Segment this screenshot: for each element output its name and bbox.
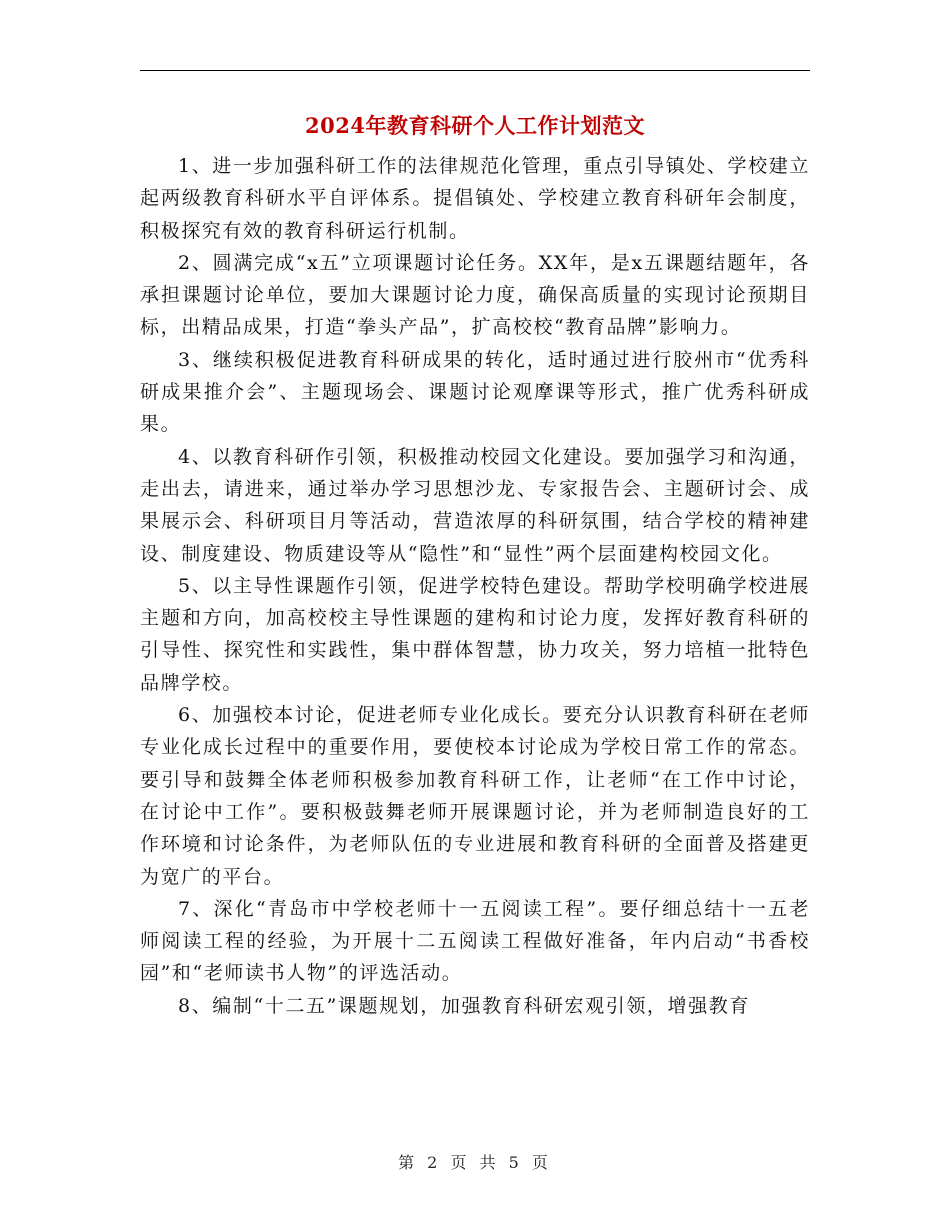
document-body (140, 150, 810, 1022)
paragraph-3: 3、继续积极促进教育科研成果的转化，适时通过进行胶州市“优秀科研成果推介会”、主题现场会、课题讨论观摩课等形式，推广优秀科研成果。 (140, 348, 810, 436)
paragraph-7: 7、深化“青岛市中学校老师十一五阅读工程”。要仔细总结十一五老师阅读工程的经验，为开展十二五阅读工程做好准备，年内启动“书香校园”和“老师读书人物”的评选活动。 (140, 897, 810, 985)
paragraph-6: 6、加强校本讨论，促进老师专业化成长。要充分认识教育科研在老师专业化成长过程中的重要作用，要使校本讨论成为学校日常工作的常态。要引导和鼓舞全体老师积极参加教育科研工作，让老师“在工作中讨论，在讨论中工作”。要积极鼓舞老师开展课题讨论，并为老师制造良好的工作环境和讨论条件，为老师队伍的专业进展和教育科研的全面普及搭建更为宽广的平台。 (140, 704, 810, 888)
page-footer: 第 2 页 共 5 页 (398, 1153, 552, 1172)
document-title: 2024年教育科研个人工作计划范文 (305, 113, 645, 138)
paragraph-8: 8、编制“十二五”课题规划，加强教育科研宏观引领，增强教育 (178, 994, 750, 1017)
paragraph-5: 5、以主导性课题作引领，促进学校特色建设。帮助学校明确学校进展主题和方向，加高校校主导性课题的建构和讨论力度，发挥好教育科研的引导性、探究性和实践性，集中群体智慧，协力攻关，努力培植一批特色品牌学校。 (140, 574, 810, 694)
paragraph-2: 2、圆满完成“x五”立项课题讨论任务。XX年，是x五课题结题年，各承担课题讨论单位，要加大课题讨论力度，确保高质量的实现讨论预期目标，出精品成果，打造“拳头产品”，扩高校校“教育品牌”影响力。 (140, 251, 810, 339)
paragraph-4: 4、以教育科研作引领，积极推动校园文化建设。要加强学习和沟通，走出去，请进来，通过举办学习思想沙龙、专家报告会、主题研讨会、成果展示会、科研项目月等活动，营造浓厚的科研氛围，结合学校的精神建设、制度建设、物质建设等从“隐性”和“显性”两个层面建构校园文化。 (140, 445, 810, 565)
header-rule (140, 70, 810, 71)
paragraph-1: 1、进一步加强科研工作的法律规范化管理，重点引导镇处、学校建立起两级教育科研水平自评体系。提倡镇处、学校建立教育科研年会制度，积极探究有效的教育科研运行机制。 (140, 155, 810, 242)
